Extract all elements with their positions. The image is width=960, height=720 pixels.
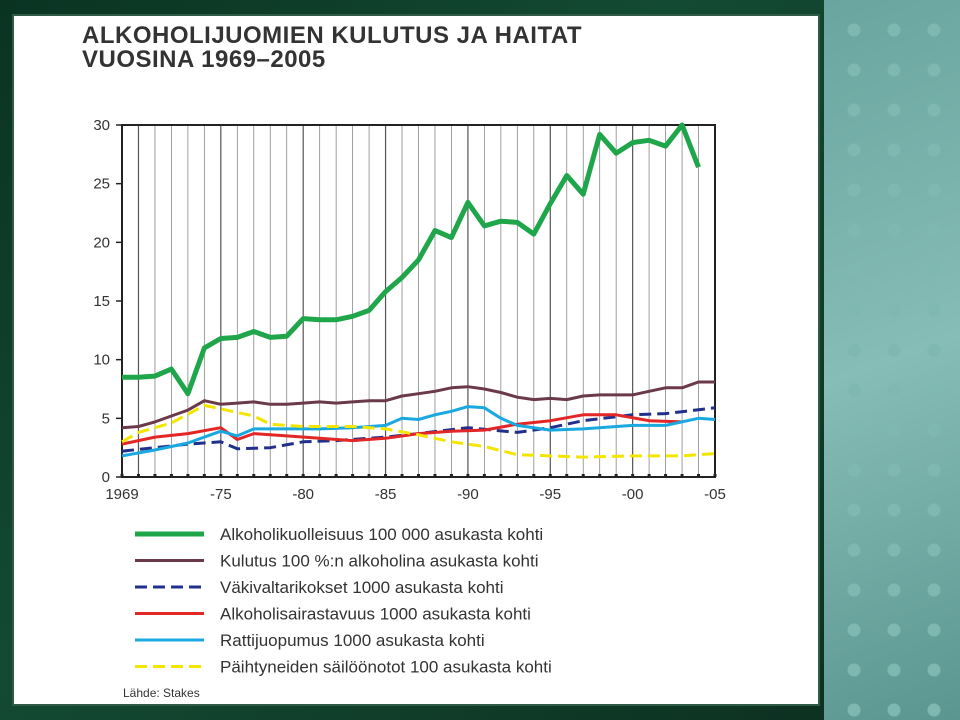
y-tick-label: 0 (101, 469, 110, 486)
chart (12, 14, 820, 706)
year-tick-mark (351, 474, 354, 477)
legend (135, 525, 552, 677)
legend-label-2: Kulutus 100 %:n alkoholina asukasta kohti (220, 551, 539, 571)
year-tick-mark (532, 474, 535, 477)
year-tick-mark (516, 474, 519, 477)
year-tick-mark (615, 474, 618, 477)
year-tick-mark (335, 474, 338, 477)
y-tick-label: 25 (93, 175, 110, 193)
slide (12, 14, 820, 706)
year-tick-mark (252, 474, 255, 477)
year-tick-mark (302, 474, 305, 477)
y-tick-label: 20 (93, 234, 110, 252)
chart-title (82, 24, 802, 72)
year-tick-mark (368, 474, 371, 477)
x-tick-label: -95 (539, 486, 562, 503)
x-tick-label: 1969 (105, 486, 139, 503)
legend-label-1: Alkoholikuolleisuus 100 000 asukasta kohti (220, 525, 544, 544)
legend-label-5: Rattijuopumus 1000 asukasta kohti (220, 631, 485, 650)
year-tick-mark (714, 474, 717, 477)
year-tick-mark (285, 474, 288, 477)
year-tick-mark (203, 474, 206, 477)
y-tick-label: 15 (93, 293, 110, 310)
year-tick-mark (186, 474, 189, 477)
year-tick-mark (153, 474, 156, 477)
x-tick-label: -75 (209, 486, 232, 503)
year-tick-mark (219, 474, 222, 477)
year-tick-mark (648, 474, 651, 477)
year-tick-mark (681, 474, 684, 477)
year-tick-mark (664, 474, 667, 477)
year-tick-mark (697, 474, 700, 477)
year-tick-mark (137, 474, 140, 477)
year-tick-mark (401, 474, 404, 477)
x-tick-label: -00 (621, 486, 644, 503)
x-tick-label: -85 (374, 486, 397, 503)
year-tick-mark (170, 474, 173, 477)
year-tick-mark (384, 474, 387, 477)
y-tick-label: 5 (101, 410, 110, 428)
x-tick-label: -05 (704, 486, 726, 503)
year-tick-mark (499, 474, 502, 477)
year-tick-mark (236, 474, 239, 477)
year-tick-mark (582, 474, 585, 477)
grid (122, 125, 715, 477)
year-tick-mark (417, 474, 420, 477)
series-line-1 (122, 125, 699, 394)
chart-title-line-2: VUOSINA 1969–2005 (82, 46, 326, 73)
year-tick-mark (269, 474, 272, 477)
y-tick-label: 10 (93, 351, 110, 369)
year-tick-mark (483, 474, 486, 477)
year-tick-mark (450, 474, 453, 477)
year-tick-mark (433, 474, 436, 477)
legend-label-6: Päihtyneiden säilöönotot 100 asukasta kohti (220, 657, 552, 677)
y-tick-label: 30 (93, 117, 110, 134)
source-note: Lähde: Stakes (123, 686, 200, 700)
year-tick-mark (466, 474, 469, 477)
decorative-panel (824, 0, 960, 720)
x-tick-label: -90 (457, 486, 479, 503)
x-tick-label: -80 (292, 486, 315, 503)
legend-label-4: Alkoholisairastavuus 1000 asukasta kohti (220, 604, 531, 624)
legend-label-3: Väkivaltarikokset 1000 asukasta kohti (220, 578, 504, 597)
year-tick-mark (318, 474, 321, 477)
year-tick-mark (565, 474, 568, 477)
chart-title-line-1: ALKOHOLIJUOMIEN KULUTUS JA HAITAT (82, 22, 583, 49)
year-tick-mark (598, 474, 601, 477)
year-tick-mark (549, 474, 552, 477)
year-tick-mark (631, 474, 634, 477)
